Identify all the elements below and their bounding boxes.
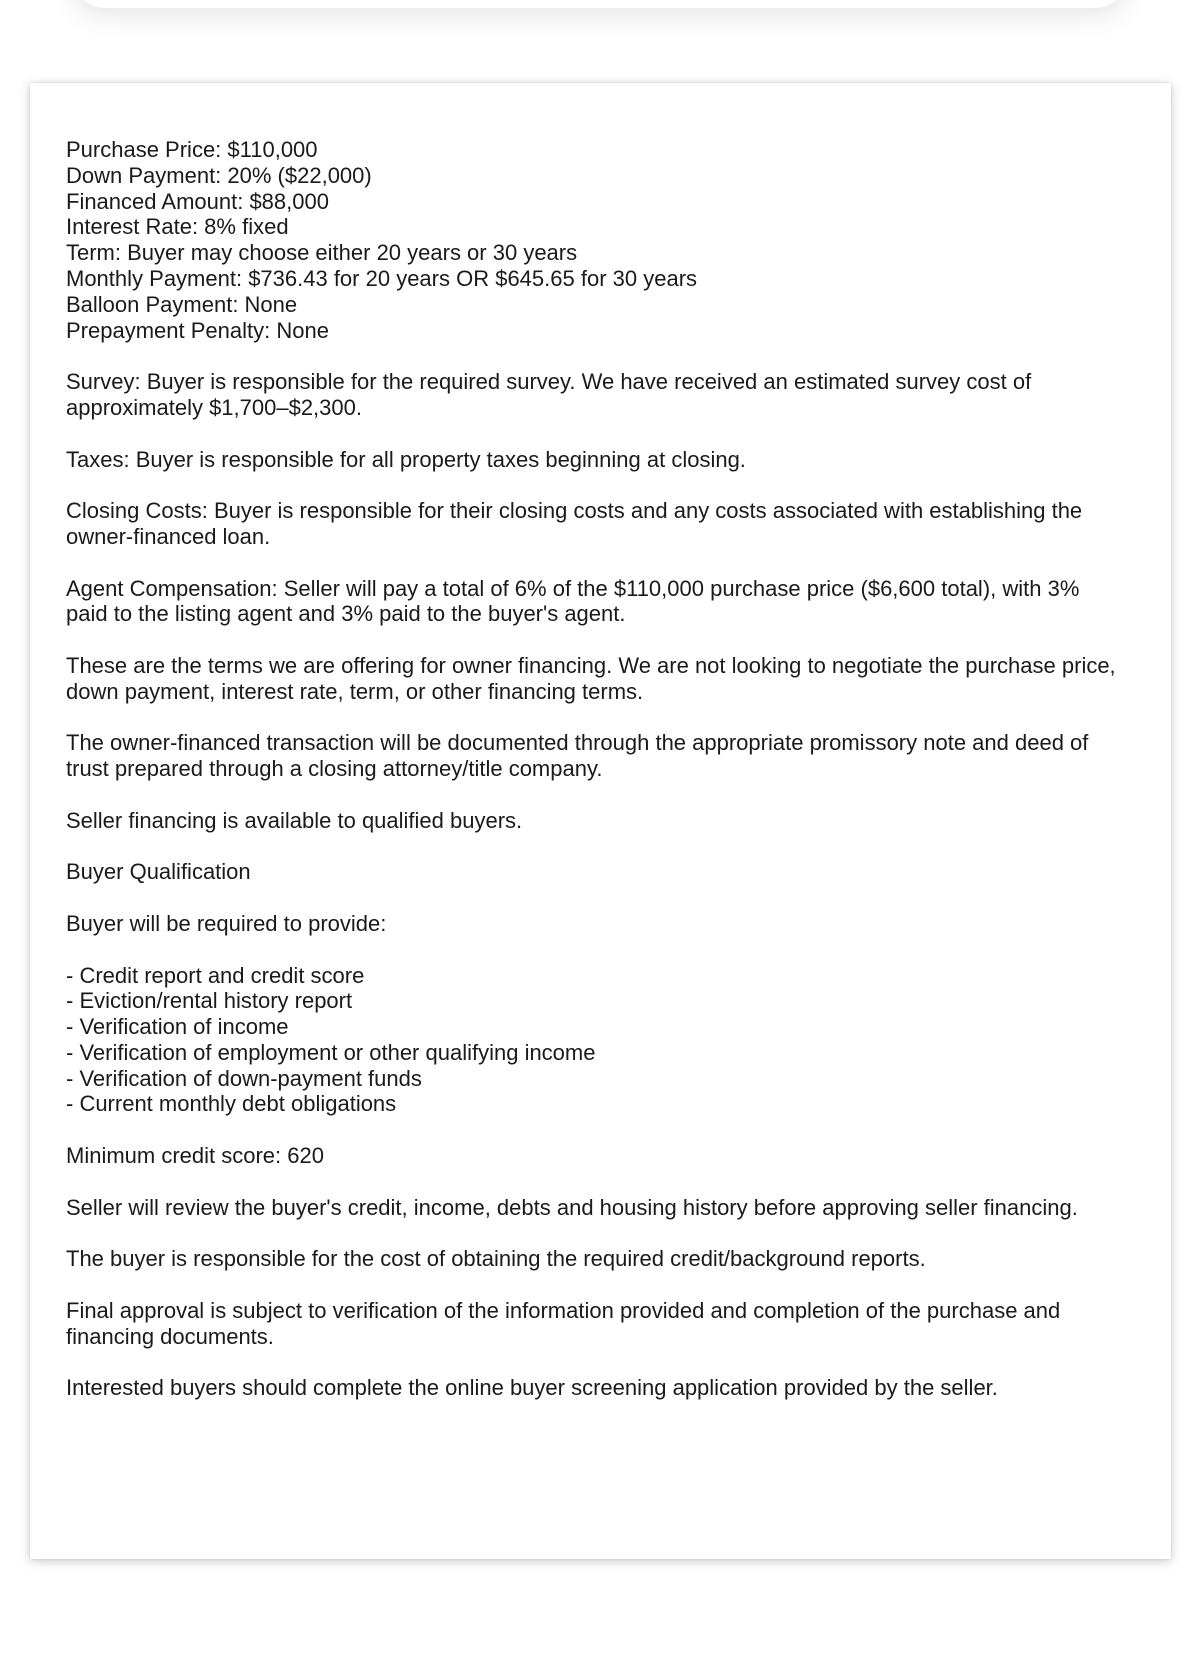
term-length: Term: Buyer may choose either 20 years or 30 years [66,240,578,266]
terms-offer-line-1: These are the terms we are offering for owner financing. We are not looking to negotiate the purchase price, [66,652,1116,678]
term-down-payment: Down Payment: 20% ($22,000) [66,162,372,188]
survey-paragraph [66,369,1135,421]
terms-offer-line-2: down payment, interest rate, term, or other financing terms. [66,678,644,704]
qualification-heading-text: Buyer Qualification [66,859,251,885]
survey-line-1: Survey: Buyer is responsible for the required survey. We have received an estimated survey cost of [66,369,1032,395]
review-paragraph [66,1195,1135,1221]
financing-terms [66,137,1135,343]
terms-offer-paragraph [66,653,1135,705]
final-approval-line-2: financing documents. [66,1323,274,1349]
term-purchase-price: Purchase Price: $110,000 [66,137,318,162]
term-monthly-payment: Monthly Payment: $736.43 for 20 years OR $645.65 for 30 years [66,265,698,291]
taxes-paragraph [66,447,1135,473]
agent-compensation-line-1: Agent Compensation: Seller will pay a total of 6% of the $110,000 purchase price ($6,600 total), with 3% [66,575,1080,601]
term-interest-rate: Interest Rate: 8% fixed [66,214,289,240]
survey-line-2: approximately $1,700–$2,300. [66,394,362,420]
list-item: - Verification of down-payment funds [66,1065,422,1091]
availability-line-1: Seller financing is available to qualified buyers. [66,807,523,833]
application-line-1: Interested buyers should complete the online buyer screening application provided by the seller. [66,1375,998,1401]
closing-costs-line-2: owner-financed loan. [66,523,271,549]
term-balloon-payment: Balloon Payment: None [66,291,298,317]
term-prepayment-penalty: Prepayment Penalty: None [66,317,329,343]
final-approval-line-1: Final approval is subject to verification of the information provided and completion of the purchase and [66,1297,1061,1323]
min-credit-paragraph [66,1143,1135,1169]
reports-cost-line-1: The buyer is responsible for the cost of obtaining the required credit/background reports. [66,1246,926,1272]
documentation-paragraph [66,730,1135,782]
closing-costs-paragraph [66,498,1135,550]
list-item: - Current monthly debt obligations [66,1091,397,1117]
application-paragraph [66,1375,1135,1401]
final-approval-paragraph [66,1298,1135,1350]
taxes-line-1: Taxes: Buyer is responsible for all property taxes beginning at closing. [66,446,746,472]
term-financed-amount: Financed Amount: $88,000 [66,188,329,214]
availability-paragraph [66,808,1135,834]
review-line-1: Seller will review the buyer's credit, income, debts and housing history before approving seller financing. [66,1194,1078,1220]
document-body [66,137,1135,1401]
documentation-line-1: The owner-financed transaction will be documented through the appropriate promissory note and deed of [66,730,1089,756]
documentation-line-2: trust prepared through a closing attorney/title company. [66,756,603,782]
agent-compensation-line-2: paid to the listing agent and 3% paid to the buyer's agent. [66,601,626,627]
list-item: - Verification of employment or other qualifying income [66,1039,596,1065]
min-credit-text: Minimum credit score: 620 [66,1143,324,1169]
list-item: - Eviction/rental history report [66,988,353,1014]
list-item: - Verification of income [66,1014,289,1040]
agent-compensation-paragraph [66,576,1135,628]
closing-costs-line-1: Closing Costs: Buyer is responsible for their closing costs and any costs associated with establishing the [66,498,1083,524]
previous-card-edge [70,0,1130,8]
list-item: - Credit report and credit score [66,962,365,988]
requirements-intro-text: Buyer will be required to provide: [66,910,387,936]
document-page [30,83,1171,1559]
requirements-intro [66,911,1135,937]
reports-cost-paragraph [66,1246,1135,1272]
qualification-heading [66,859,1135,885]
requirements-list [66,963,1135,1118]
